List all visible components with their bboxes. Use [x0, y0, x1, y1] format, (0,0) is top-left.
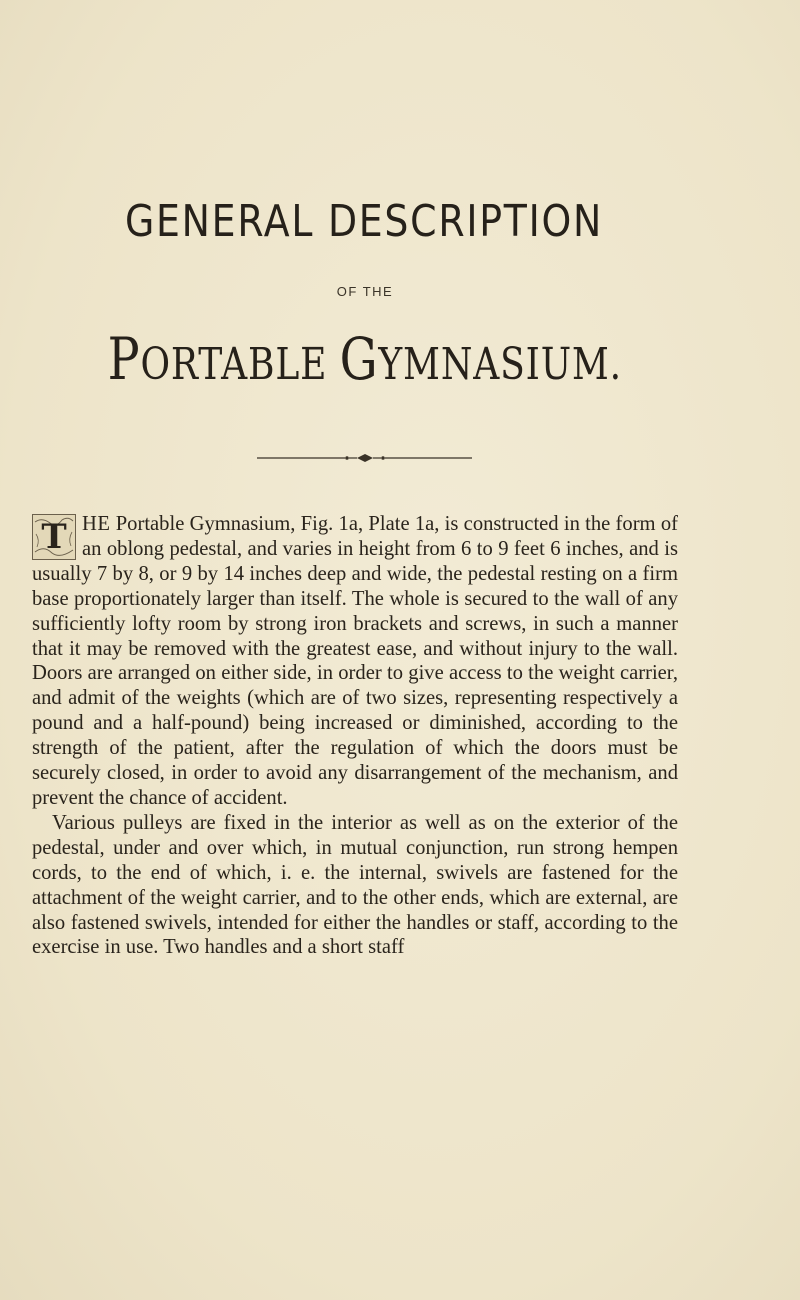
paragraph-2: [32, 811, 678, 960]
title-rest-ortable: ORTABLE: [140, 339, 340, 390]
title-cap-g: G: [339, 325, 379, 393]
paragraph-1-text: Portable Gymnasium, Fig. 1a, Plate 1a, is constructed in the form of an oblong pedestal, and varies in height from 6 to 9 feet 6 inches, and is usually 7 by 8, or 9 by 14 inches deep and wide, the pedestal resting on a firm base proportionately larger than itself. The whole is secured to the wall of any sufficiently lofty room by strong iron brackets and screws, in such a manner that it may be removed with the greatest ease, and without injury to the wall. Doors are arranged on either side, in order to give access to the weight carrier, and admit of the weights (which are of two sizes, representing respectively a pound and a half-pound) being increased or diminished, according to the strength of the patient, after the regulation of which the doors must be securely closed, in order to avoid any disarrangement of the mechanism, and prevent the chance of accident.: [32, 513, 678, 809]
title-general-description: GENERAL DESCRIPTION: [124, 196, 603, 247]
paragraph-1-lead: HE: [82, 513, 111, 535]
title-cap-p: P: [107, 325, 141, 393]
title-rest-ymnasium: YMNASIUM.: [378, 339, 622, 390]
svg-text:T: T: [41, 517, 67, 557]
drop-cap-t-icon: [32, 514, 76, 560]
paragraph-2-text: Various pulleys are fixed in the interior as well as on the exterior of the pedestal, under and over which, in mutual conjunction, run strong hempen cords, to the end of which, i. e. the internal, swivels are fastened for the attachment of the weight carrier, and to the other ends, which are external, are also fastened swivels, intended for either the handles or staff, according to the exercise in use. Two handles and a short staff: [32, 811, 678, 959]
ornament-divider: [257, 452, 472, 464]
body-text: [32, 512, 678, 960]
paragraph-1: [32, 512, 678, 811]
subtitle-of-the: OF THE: [336, 284, 394, 299]
title-portable-gymnasium: [66, 326, 722, 398]
